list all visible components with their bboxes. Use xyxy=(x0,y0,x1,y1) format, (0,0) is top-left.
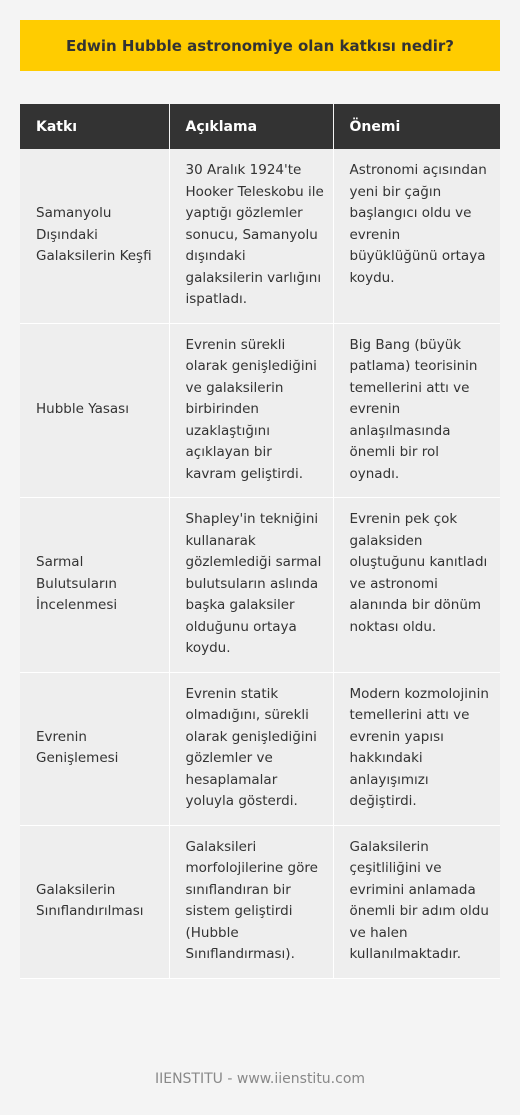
cell-onemi: Astronomi açısından yeni bir çağın başlangıcı oldu ve evrenin büyüklüğünü ortaya koydu. xyxy=(333,149,500,323)
cell-aciklama: 30 Aralık 1924'te Hooker Teleskobu ile yaptığı gözlemler sonucu, Samanyolu dışındaki galaksilerin varlığını ispatladı. xyxy=(169,149,333,323)
cell-katki: Samanyolu Dışındaki Galaksilerin Keşfi xyxy=(20,149,169,323)
column-header-katki: Katkı xyxy=(20,104,169,149)
table-row xyxy=(20,149,500,323)
cell-onemi: Evrenin pek çok galaksiden oluştuğunu kanıtladı ve astronomi alanında bir dönüm noktası oldu. xyxy=(333,498,500,673)
cell-katki: Sarmal Bulutsuların İncelenmesi xyxy=(20,498,169,673)
page-title: Edwin Hubble astronomiye olan katkısı nedir? xyxy=(66,36,454,55)
table-row xyxy=(20,672,500,825)
contributions-table xyxy=(20,104,500,979)
cell-katki: Hubble Yasası xyxy=(20,323,169,498)
cell-aciklama: Evrenin sürekli olarak genişlediğini ve galaksilerin birbirinden uzaklaştığını açıklayan bir kavram geliştirdi. xyxy=(169,323,333,498)
cell-katki: Galaksilerin Sınıflandırılması xyxy=(20,825,169,978)
cell-aciklama: Shapley'in tekniğini kullanarak gözlemlediği sarmal bulutsuların aslında başka galaksiler olduğunu ortaya koydu. xyxy=(169,498,333,673)
cell-onemi: Big Bang (büyük patlama) teorisinin temellerini attı ve evrenin anlaşılmasında önemli bir rol oynadı. xyxy=(333,323,500,498)
column-header-onemi: Önemi xyxy=(333,104,500,149)
table-row xyxy=(20,825,500,978)
cell-onemi: Modern kozmolojinin temellerini attı ve evrenin yapısı hakkındaki anlayışımızı değiştirdi. xyxy=(333,672,500,825)
cell-aciklama: Galaksileri morfolojilerine göre sınıflandıran bir sistem geliştirdi (Hubble Sınıflandırması). xyxy=(169,825,333,978)
cell-onemi: Galaksilerin çeşitliliğini ve evrimini anlamada önemli bir adım oldu ve halen kullanılmaktadır. xyxy=(333,825,500,978)
cell-katki: Evrenin Genişlemesi xyxy=(20,672,169,825)
footer-credit: IIENSTITU - www.iienstitu.com xyxy=(154,1071,366,1087)
column-header-aciklama: Açıklama xyxy=(169,104,333,149)
title-banner xyxy=(20,20,500,71)
table-row xyxy=(20,498,500,673)
cell-aciklama: Evrenin statik olmadığını, sürekli olarak genişlediğini gözlemler ve hesaplamalar yoluyla gösterdi. xyxy=(169,672,333,825)
table-header-row xyxy=(20,104,500,149)
table-row xyxy=(20,323,500,498)
